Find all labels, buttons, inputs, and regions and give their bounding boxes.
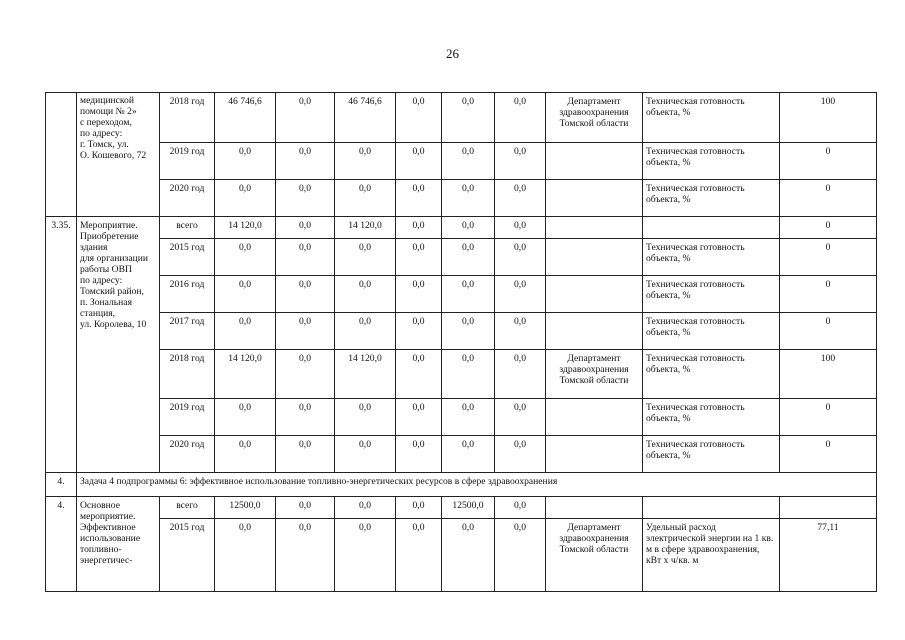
year-cell: всего xyxy=(160,497,215,519)
executor-cell: Департамент здравоохранения Томской области xyxy=(546,519,643,592)
amount-cell: 14 120,0 xyxy=(215,350,276,399)
amount-cell: 0,0 xyxy=(396,313,442,350)
task-title-cell: Задача 4 подпрограммы 6: эффективное использование топливно-энергетических ресурсов в сфере здравоохранения xyxy=(77,473,877,497)
amount-cell: 0,0 xyxy=(396,497,442,519)
amount-cell: 0,0 xyxy=(396,350,442,399)
indicator-cell: Техническая готовность объекта, % xyxy=(643,180,780,217)
executor-cell: Департамент здравоохранения Томской области xyxy=(546,93,643,143)
indicator-cell: Техническая готовность объекта, % xyxy=(643,399,780,436)
executor-cell: Департамент здравоохранения Томской области xyxy=(546,350,643,399)
amount-cell: 0,0 xyxy=(215,239,276,276)
year-cell: 2020 год xyxy=(160,436,215,473)
table-row xyxy=(46,217,877,239)
amount-cell: 0,0 xyxy=(495,143,546,180)
table-row xyxy=(46,93,877,143)
amount-cell: 0,0 xyxy=(442,93,495,143)
year-cell: 2016 год xyxy=(160,276,215,313)
amount-cell: 0,0 xyxy=(442,350,495,399)
page-number: 26 xyxy=(446,46,459,61)
amount-cell: 0,0 xyxy=(396,276,442,313)
amount-cell: 0,0 xyxy=(495,180,546,217)
amount-cell: 0,0 xyxy=(335,143,396,180)
year-cell: 2019 год xyxy=(160,143,215,180)
year-cell: 2018 год xyxy=(160,350,215,399)
year-cell: 2015 год xyxy=(160,519,215,592)
amount-cell: 0,0 xyxy=(442,239,495,276)
amount-cell: 0,0 xyxy=(442,180,495,217)
amount-cell: 0,0 xyxy=(495,239,546,276)
amount-cell: 0,0 xyxy=(442,276,495,313)
amount-cell: 0,0 xyxy=(276,276,335,313)
indicator-cell: Техническая готовность объекта, % xyxy=(643,239,780,276)
amount-cell: 14 120,0 xyxy=(335,217,396,239)
amount-cell: 0,0 xyxy=(396,93,442,143)
amount-cell: 0,0 xyxy=(215,519,276,592)
indicator-cell: Техническая готовность объекта, % xyxy=(643,313,780,350)
indicator-cell: Техническая готовность объекта, % xyxy=(643,436,780,473)
indicator-cell: Техническая готовность объекта, % xyxy=(643,93,780,143)
amount-cell: 0,0 xyxy=(276,436,335,473)
year-cell: 2018 год xyxy=(160,93,215,143)
indicator-value-cell xyxy=(780,497,877,519)
table-row xyxy=(46,180,877,217)
amount-cell: 14 120,0 xyxy=(335,350,396,399)
indicator-cell xyxy=(643,497,780,519)
amount-cell: 0,0 xyxy=(335,436,396,473)
amount-cell: 0,0 xyxy=(495,276,546,313)
year-cell: всего xyxy=(160,217,215,239)
table-row xyxy=(46,239,877,276)
indicator-value-cell: 0 xyxy=(780,217,877,239)
indicator-value-cell: 0 xyxy=(780,180,877,217)
amount-cell: 0,0 xyxy=(495,350,546,399)
amount-cell: 0,0 xyxy=(215,143,276,180)
amount-cell: 0,0 xyxy=(276,399,335,436)
indicator-cell: Техническая готовность объекта, % xyxy=(643,350,780,399)
indicator-cell xyxy=(643,217,780,239)
year-cell: 2015 год xyxy=(160,239,215,276)
amount-cell: 46 746,6 xyxy=(335,93,396,143)
amount-cell: 0,0 xyxy=(396,217,442,239)
indicator-cell: Удельный расход электрической энергии на 1 кв. м в сфере здравоохранения, кВт x ч/кв. м xyxy=(643,519,780,592)
amount-cell: 0,0 xyxy=(495,436,546,473)
amount-cell: 0,0 xyxy=(215,436,276,473)
table-row xyxy=(46,350,877,399)
amount-cell: 0,0 xyxy=(335,239,396,276)
executor-cell xyxy=(546,143,643,180)
amount-cell: 0,0 xyxy=(276,217,335,239)
table-row xyxy=(46,313,877,350)
table-row xyxy=(46,143,877,180)
program-table xyxy=(45,92,877,592)
amount-cell: 0,0 xyxy=(276,313,335,350)
indicator-value-cell: 0 xyxy=(780,436,877,473)
amount-cell: 0,0 xyxy=(335,313,396,350)
amount-cell: 12500,0 xyxy=(442,497,495,519)
item-number-cell: 4. xyxy=(46,497,77,592)
amount-cell: 0,0 xyxy=(396,436,442,473)
amount-cell: 0,0 xyxy=(276,143,335,180)
amount-cell: 0,0 xyxy=(495,217,546,239)
amount-cell: 14 120,0 xyxy=(215,217,276,239)
amount-cell: 0,0 xyxy=(495,313,546,350)
task-number-cell: 4. xyxy=(46,473,77,497)
amount-cell: 0,0 xyxy=(396,399,442,436)
amount-cell: 0,0 xyxy=(442,217,495,239)
amount-cell: 0,0 xyxy=(276,519,335,592)
table-row xyxy=(46,276,877,313)
executor-cell xyxy=(546,399,643,436)
indicator-value-cell: 0 xyxy=(780,239,877,276)
executor-cell xyxy=(546,276,643,313)
indicator-value-cell: 0 xyxy=(780,276,877,313)
amount-cell: 12500,0 xyxy=(215,497,276,519)
indicator-value-cell: 0 xyxy=(780,313,877,350)
amount-cell: 0,0 xyxy=(442,399,495,436)
indicator-value-cell: 0 xyxy=(780,143,877,180)
amount-cell: 0,0 xyxy=(215,313,276,350)
amount-cell: 0,0 xyxy=(442,313,495,350)
year-cell: 2017 год xyxy=(160,313,215,350)
indicator-value-cell: 0 xyxy=(780,399,877,436)
amount-cell: 0,0 xyxy=(335,519,396,592)
year-cell: 2020 год xyxy=(160,180,215,217)
executor-cell xyxy=(546,497,643,519)
amount-cell: 0,0 xyxy=(442,436,495,473)
amount-cell: 0,0 xyxy=(335,180,396,217)
amount-cell: 0,0 xyxy=(215,180,276,217)
indicator-cell: Техническая готовность объекта, % xyxy=(643,276,780,313)
table-row xyxy=(46,473,877,497)
item-name-cell: Мероприятие. Приобретение здания для организации работы ОВП по адресу: Томский район, п. Зональная станция, ул. Королева, 10 xyxy=(77,217,160,473)
amount-cell: 0,0 xyxy=(495,399,546,436)
amount-cell: 0,0 xyxy=(396,519,442,592)
indicator-value-cell: 77,11 xyxy=(780,519,877,592)
item-name-cell: Основное мероприятие. Эффективное использование топливно- энергетичес- xyxy=(77,497,160,592)
year-cell: 2019 год xyxy=(160,399,215,436)
table-row xyxy=(46,436,877,473)
executor-cell xyxy=(546,436,643,473)
table-row xyxy=(46,519,877,592)
executor-cell xyxy=(546,180,643,217)
item-number-cell xyxy=(46,93,77,217)
indicator-cell: Техническая готовность объекта, % xyxy=(643,143,780,180)
table-row xyxy=(46,497,877,519)
amount-cell: 0,0 xyxy=(396,143,442,180)
executor-cell xyxy=(546,239,643,276)
amount-cell: 0,0 xyxy=(276,180,335,217)
amount-cell: 0,0 xyxy=(215,399,276,436)
amount-cell: 0,0 xyxy=(442,519,495,592)
amount-cell: 0,0 xyxy=(335,276,396,313)
executor-cell xyxy=(546,217,643,239)
amount-cell: 0,0 xyxy=(396,180,442,217)
amount-cell: 0,0 xyxy=(495,519,546,592)
amount-cell: 0,0 xyxy=(495,497,546,519)
amount-cell: 0,0 xyxy=(495,93,546,143)
item-number-cell: 3.35. xyxy=(46,217,77,473)
table-row xyxy=(46,399,877,436)
amount-cell: 0,0 xyxy=(276,239,335,276)
item-name-cell: медицинской помощи № 2» с переходом, по адресу: г. Томск, ул. О. Кошевого, 72 xyxy=(77,93,160,217)
amount-cell: 0,0 xyxy=(335,497,396,519)
amount-cell: 0,0 xyxy=(335,399,396,436)
amount-cell: 0,0 xyxy=(276,93,335,143)
indicator-value-cell: 100 xyxy=(780,93,877,143)
amount-cell: 0,0 xyxy=(276,497,335,519)
indicator-value-cell: 100 xyxy=(780,350,877,399)
amount-cell: 0,0 xyxy=(396,239,442,276)
amount-cell: 0,0 xyxy=(276,350,335,399)
amount-cell: 0,0 xyxy=(215,276,276,313)
amount-cell: 0,0 xyxy=(442,143,495,180)
executor-cell xyxy=(546,313,643,350)
amount-cell: 46 746,6 xyxy=(215,93,276,143)
